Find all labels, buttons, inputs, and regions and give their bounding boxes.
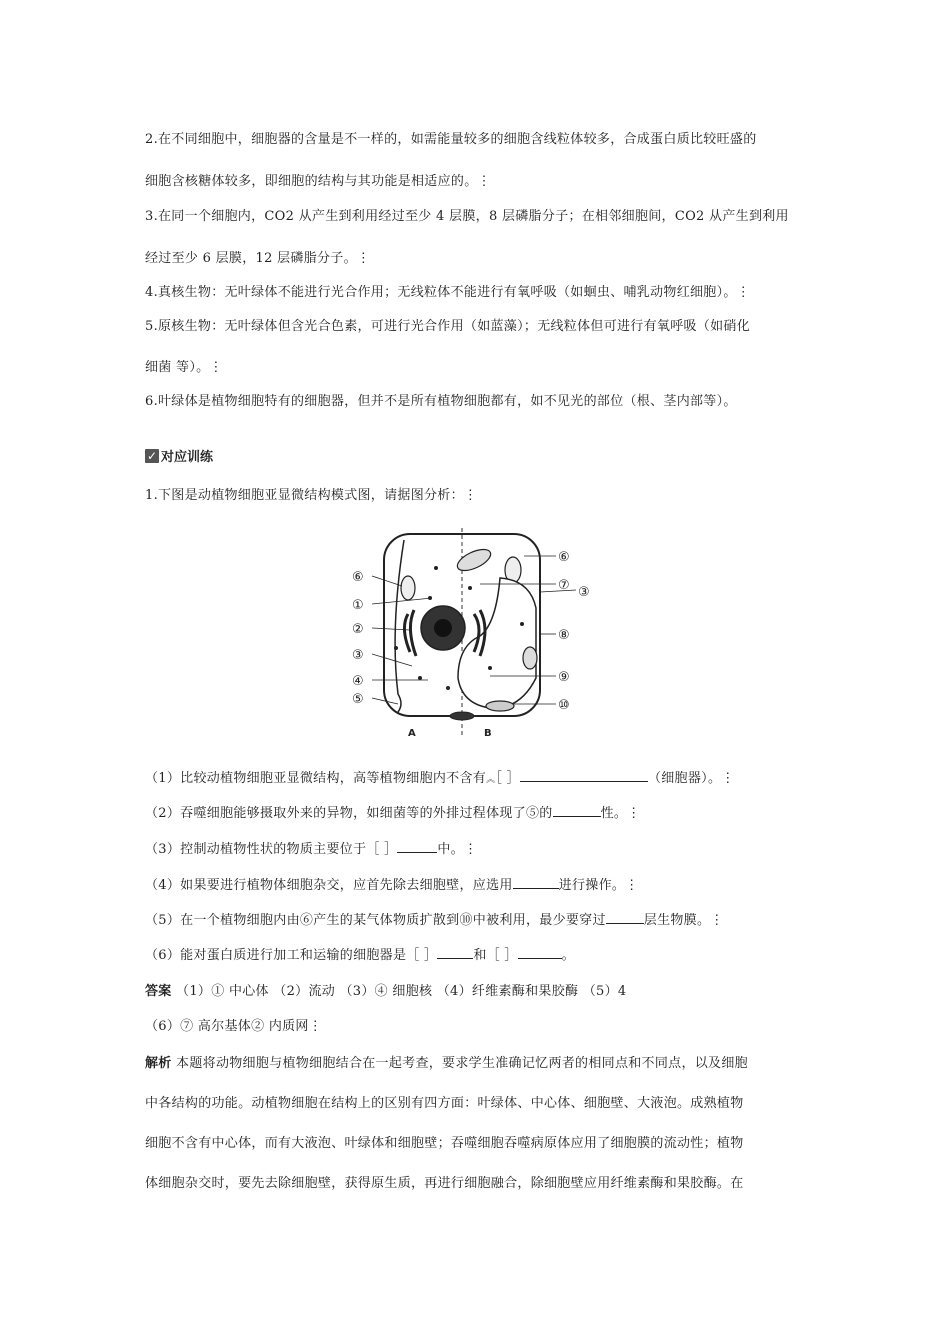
q3-blank[interactable] [397, 840, 437, 853]
q2-suffix: 性。⋮ [600, 806, 641, 821]
paragraph-5-line-2: 细菌 等）。⋮ [145, 360, 223, 375]
paragraph-2-line-2: 细胞含核糖体较多，即细胞的结构与其功能是相适应的。⋮ [145, 174, 491, 189]
label-b: B [484, 728, 492, 739]
analysis-text-1: 本题将动物细胞与植物细胞结合在一起考查，要求学生准确记忆两者的相同点和不同点，以及细胞 [176, 1056, 748, 1071]
q2-blank[interactable] [553, 804, 601, 817]
paragraph-3-line-1: 3.在同一个细胞内，CO2 从产生到利用经过至少 4 层膜，8 层磷脂分子；在相邻细胞间，CO2 从产生到利用 [145, 209, 789, 224]
q5-blank[interactable] [606, 911, 644, 924]
answer-text-1: （1）① 中心体 （2）流动 （3）④ 细胞核 （4）纤维素酶和果胶酶 （5）4 [176, 984, 627, 999]
q6-middle: 和［ ］ [473, 948, 518, 963]
q1-blank[interactable] [520, 769, 648, 782]
q1-suffix: （细胞器）。⋮ [647, 771, 735, 786]
subquestion-1 [145, 767, 735, 786]
q2-text: （2）吞噬细胞能够摄取外来的异物，如细菌等的外排过程体现了⑤的 [145, 806, 553, 821]
analysis-line-2: 中各结构的功能。动植物细胞在结构上的区别有四方面：叶绿体、中心体、细胞壁、大液泡。成熟植物 [145, 1096, 744, 1111]
q1-bracket: ［ ］ [495, 771, 520, 786]
cell-diagram [350, 528, 600, 743]
q6-blank-2[interactable] [518, 946, 562, 959]
q6-suffix: 。 [561, 948, 575, 963]
label-a: A [408, 728, 416, 739]
q6-text: （6）能对蛋白质进行加工和运输的细胞器是［ ］ [145, 948, 438, 963]
subquestion-4 [145, 874, 638, 893]
q5-text: （5）在一个植物细胞内由⑥产生的某气体物质扩散到⑩中被利用，最少要穿过 [145, 913, 606, 928]
analysis-line-4: 体细胞杂交时，要先去除细胞壁，获得原生质，再进行细胞融合，除细胞壁应用纤维素酶和果胶酶。在 [145, 1176, 744, 1191]
section-heading [145, 446, 213, 465]
q4-blank[interactable] [513, 876, 559, 889]
q1-text: （1）比较动植物细胞亚显微结构，高等植物细胞内不含有 [145, 771, 487, 786]
paragraph-6: 6.叶绿体是植物细胞特有的细胞器，但并不是所有植物细胞都有，如不见光的部位（根、茎内部等）。 [145, 394, 737, 409]
answer-line-1 [145, 980, 626, 999]
label-left-6: ⑥ [352, 570, 364, 585]
label-right-6: ⑥ [558, 550, 570, 565]
q4-suffix: 进行操作。⋮ [558, 878, 639, 893]
q4-text: （4）如果要进行植物体细胞杂交，应首先除去细胞壁，应选用 [145, 878, 513, 893]
label-left-5: ⑤ [352, 692, 364, 707]
label-right-10: ⑩ [558, 698, 570, 713]
paragraph-5-line-1: 5.原核生物：无叶绿体但含光合色素，可进行光合作用（如蓝藻）；无线粒体但可进行有氧呼吸（如硝化 [145, 319, 751, 334]
paragraph-3-line-2: 经过至少 6 层膜，12 层磷脂分子。⋮ [145, 251, 371, 266]
label-right-7: ⑦ [558, 578, 570, 593]
section-title: 对应训练 [161, 450, 214, 465]
answer-label: 答案 [145, 984, 172, 999]
subquestion-6 [145, 944, 575, 963]
paragraph-2-line-1: 2.在不同细胞中，细胞器的含量是不一样的，如需能量较多的细胞含线粒体较多，合成蛋白质比较旺盛的 [145, 132, 757, 147]
label-right-8: ⑧ [558, 628, 570, 643]
q6-blank-1[interactable] [437, 946, 473, 959]
q3-suffix: 中。⋮ [437, 842, 478, 857]
subquestion-3 [145, 838, 477, 857]
label-left-4: ④ [352, 674, 364, 689]
question-intro: 1.下图是动植物细胞亚显微结构模式图，请据图分析：⋮ [145, 488, 478, 503]
label-right-3: ③ [578, 585, 590, 600]
q5-suffix: 层生物膜。⋮ [643, 913, 724, 928]
checkbox-icon: ✓ [146, 448, 158, 463]
analysis-line-1 [145, 1052, 748, 1071]
analysis-line-3: 细胞不含有中心体，而有大液泡、叶绿体和细胞壁；吞噬细胞吞噬病原体应用了细胞膜的流动性；植物 [145, 1136, 744, 1151]
label-right-9: ⑨ [558, 670, 570, 685]
paragraph-4: 4.真核生物：无叶绿体不能进行光合作用；无线粒体不能进行有氧呼吸（如蛔虫、哺乳动物红细胞）。⋮ [145, 285, 751, 300]
subquestion-5 [145, 909, 724, 928]
analysis-label: 解析 [145, 1056, 172, 1071]
subquestion-2 [145, 802, 640, 821]
label-left-3: ③ [352, 648, 364, 663]
q3-text: （3）控制动植物性状的物质主要位于［ ］ [145, 842, 398, 857]
label-left-2: ② [352, 622, 364, 637]
q1-mark: ︽ [486, 775, 496, 785]
label-left-1: ① [352, 598, 364, 613]
answer-line-2: （6）⑦ 高尔基体② 内质网⋮ [145, 1019, 323, 1034]
